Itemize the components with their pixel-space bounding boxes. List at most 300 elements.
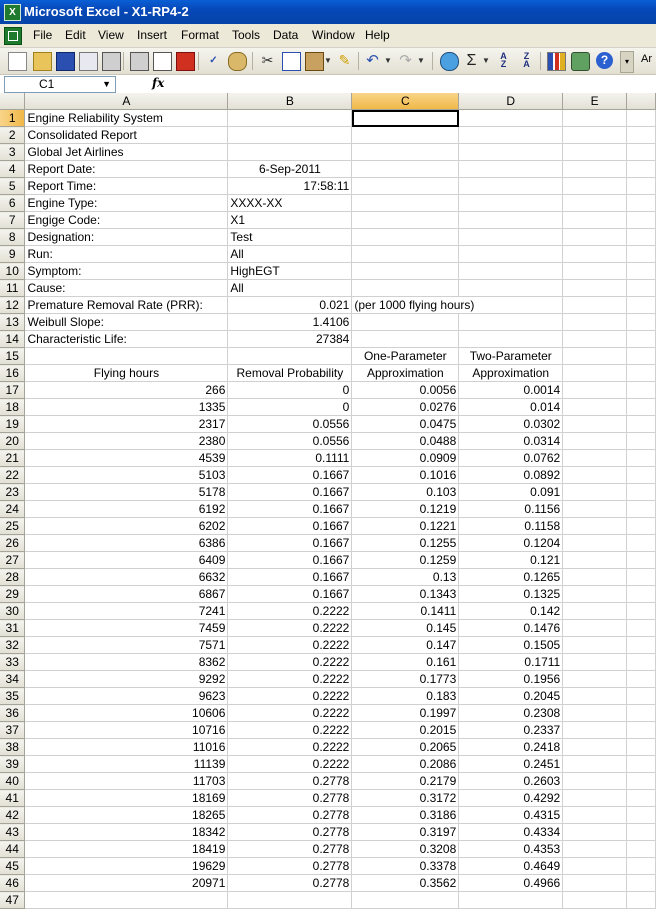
cell[interactable] — [563, 552, 627, 569]
row-header[interactable]: 39 — [0, 756, 25, 773]
data-cell[interactable]: 7241 — [25, 603, 228, 620]
cell[interactable] — [627, 161, 656, 178]
cell[interactable] — [563, 535, 627, 552]
row-header[interactable]: 40 — [0, 773, 25, 790]
cell[interactable] — [563, 569, 627, 586]
data-cell[interactable]: 0.142 — [459, 603, 563, 620]
data-cell[interactable]: 0.3562 — [352, 875, 459, 892]
data-cell[interactable]: 2380 — [25, 433, 228, 450]
data-cell[interactable]: 10716 — [25, 722, 228, 739]
cell[interactable] — [352, 280, 459, 297]
row-header[interactable]: 41 — [0, 790, 25, 807]
data-cell[interactable]: 0.2015 — [352, 722, 459, 739]
cell[interactable] — [563, 858, 627, 875]
data-cell[interactable]: 7571 — [25, 637, 228, 654]
data-cell[interactable]: 0.0314 — [459, 433, 563, 450]
cell[interactable] — [563, 399, 627, 416]
insert-function-icon[interactable]: fx — [152, 76, 165, 90]
cell[interactable] — [563, 229, 627, 246]
data-cell[interactable]: 6202 — [25, 518, 228, 535]
data-cell[interactable]: 9292 — [25, 671, 228, 688]
column-header-c[interactable]: C — [352, 93, 459, 110]
cell-e1[interactable] — [563, 110, 627, 127]
autosum-icon[interactable]: Σ — [466, 52, 477, 69]
cell[interactable] — [627, 688, 656, 705]
data-cell[interactable]: 0.183 — [352, 688, 459, 705]
cell[interactable] — [563, 280, 627, 297]
data-cell[interactable]: 0.0014 — [459, 382, 563, 399]
data-cell[interactable]: 0.014 — [459, 399, 563, 416]
cell-b1[interactable] — [228, 110, 352, 127]
cell[interactable] — [627, 858, 656, 875]
cell[interactable] — [563, 654, 627, 671]
data-cell[interactable]: 0.4315 — [459, 807, 563, 824]
cell[interactable] — [25, 892, 228, 909]
row-header[interactable]: 10 — [0, 263, 25, 280]
cell[interactable] — [627, 518, 656, 535]
row-header[interactable]: 36 — [0, 705, 25, 722]
help-icon[interactable]: ? — [596, 52, 613, 69]
cell[interactable] — [627, 416, 656, 433]
data-cell[interactable]: 0.0762 — [459, 450, 563, 467]
cell-a7[interactable]: Engige Code: — [25, 212, 228, 229]
cell-c15[interactable]: One-Parameter — [352, 348, 459, 365]
cell[interactable] — [459, 229, 563, 246]
data-cell[interactable]: 0.4334 — [459, 824, 563, 841]
data-cell[interactable]: 0.1476 — [459, 620, 563, 637]
cell[interactable] — [563, 433, 627, 450]
cell[interactable] — [563, 824, 627, 841]
data-cell[interactable]: 6867 — [25, 586, 228, 603]
row-header[interactable]: 25 — [0, 518, 25, 535]
cell[interactable] — [563, 501, 627, 518]
row-header[interactable]: 33 — [0, 654, 25, 671]
row-header[interactable]: 28 — [0, 569, 25, 586]
cell[interactable] — [627, 484, 656, 501]
cell[interactable] — [627, 637, 656, 654]
row-header[interactable]: 32 — [0, 637, 25, 654]
data-cell[interactable]: 19629 — [25, 858, 228, 875]
data-cell[interactable]: 0.145 — [352, 620, 459, 637]
data-cell[interactable]: 0.2778 — [228, 790, 352, 807]
cell[interactable] — [563, 365, 627, 382]
cell[interactable] — [627, 263, 656, 280]
cell[interactable] — [627, 127, 656, 144]
data-cell[interactable]: 9623 — [25, 688, 228, 705]
data-cell[interactable]: 0.2222 — [228, 722, 352, 739]
row-header[interactable]: 24 — [0, 501, 25, 518]
data-cell[interactable]: 0.3378 — [352, 858, 459, 875]
data-cell[interactable]: 0.2045 — [459, 688, 563, 705]
data-cell[interactable]: 0.2086 — [352, 756, 459, 773]
data-cell[interactable]: 5103 — [25, 467, 228, 484]
cell[interactable] — [459, 331, 563, 348]
cell[interactable] — [627, 841, 656, 858]
cell[interactable] — [563, 790, 627, 807]
cell[interactable] — [352, 195, 459, 212]
cell[interactable] — [563, 841, 627, 858]
cell[interactable] — [627, 603, 656, 620]
menu-edit[interactable]: Edit — [65, 28, 86, 42]
data-cell[interactable]: 0.2222 — [228, 705, 352, 722]
cell[interactable] — [352, 892, 459, 909]
email-icon[interactable] — [102, 52, 121, 71]
cell[interactable] — [627, 790, 656, 807]
font-name-box[interactable]: Ar — [641, 53, 652, 65]
column-header-f[interactable] — [627, 93, 656, 110]
cell[interactable] — [228, 892, 352, 909]
cell[interactable] — [627, 195, 656, 212]
cell[interactable] — [627, 671, 656, 688]
cell-a10[interactable]: Symptom: — [25, 263, 228, 280]
cell[interactable] — [627, 892, 656, 909]
cell[interactable] — [563, 739, 627, 756]
data-cell[interactable]: 0.2222 — [228, 654, 352, 671]
row-header[interactable]: 45 — [0, 858, 25, 875]
cell[interactable] — [563, 416, 627, 433]
row-header[interactable]: 37 — [0, 722, 25, 739]
data-cell[interactable]: 0.161 — [352, 654, 459, 671]
select-all-corner[interactable] — [0, 93, 25, 110]
data-cell[interactable]: 8362 — [25, 654, 228, 671]
cell[interactable] — [627, 586, 656, 603]
data-cell[interactable]: 0.1773 — [352, 671, 459, 688]
row-header[interactable]: 29 — [0, 586, 25, 603]
data-cell[interactable]: 7459 — [25, 620, 228, 637]
cell-a14[interactable]: Characteristic Life: — [25, 331, 228, 348]
cell-a13[interactable]: Weibull Slope: — [25, 314, 228, 331]
data-cell[interactable]: 0.1204 — [459, 535, 563, 552]
row-header[interactable]: 42 — [0, 807, 25, 824]
data-cell[interactable]: 0.0556 — [228, 416, 352, 433]
undo-dropdown-icon[interactable]: ▼ — [384, 56, 392, 65]
row-header[interactable]: 17 — [0, 382, 25, 399]
data-cell[interactable]: 0.3197 — [352, 824, 459, 841]
cell[interactable] — [563, 637, 627, 654]
data-cell[interactable]: 0.0056 — [352, 382, 459, 399]
data-cell[interactable]: 0.1505 — [459, 637, 563, 654]
cell[interactable] — [627, 467, 656, 484]
cell[interactable] — [627, 620, 656, 637]
cell[interactable] — [459, 127, 563, 144]
data-cell[interactable]: 0.2222 — [228, 637, 352, 654]
row-header[interactable]: 31 — [0, 620, 25, 637]
cell[interactable] — [627, 178, 656, 195]
data-cell[interactable]: 0.2778 — [228, 807, 352, 824]
data-cell[interactable]: 0.2222 — [228, 671, 352, 688]
data-cell[interactable]: 0.2179 — [352, 773, 459, 790]
menu-format[interactable]: Format — [181, 28, 220, 42]
cell-b8[interactable]: Test — [228, 229, 352, 246]
data-cell[interactable]: 2317 — [25, 416, 228, 433]
cell[interactable] — [228, 348, 352, 365]
cell[interactable] — [563, 671, 627, 688]
cell[interactable] — [563, 722, 627, 739]
cell[interactable] — [459, 280, 563, 297]
data-cell[interactable]: 0.4353 — [459, 841, 563, 858]
cell[interactable] — [627, 705, 656, 722]
row-header[interactable]: 38 — [0, 739, 25, 756]
column-header-d[interactable]: D — [459, 93, 563, 110]
cell[interactable] — [627, 144, 656, 161]
data-cell[interactable]: 0.1411 — [352, 603, 459, 620]
data-cell[interactable]: 18342 — [25, 824, 228, 841]
data-cell[interactable]: 0.1265 — [459, 569, 563, 586]
cell[interactable] — [352, 229, 459, 246]
row-header[interactable]: 3 — [0, 144, 25, 161]
cell[interactable] — [627, 654, 656, 671]
data-cell[interactable]: 0.1259 — [352, 552, 459, 569]
data-cell[interactable]: 0.1343 — [352, 586, 459, 603]
row-header[interactable]: 46 — [0, 875, 25, 892]
data-cell[interactable]: 0.3172 — [352, 790, 459, 807]
cell-a9[interactable]: Run: — [25, 246, 228, 263]
cell[interactable] — [459, 892, 563, 909]
cell[interactable] — [627, 450, 656, 467]
data-cell[interactable]: 0.091 — [459, 484, 563, 501]
cell[interactable] — [459, 246, 563, 263]
sort-descending-icon[interactable]: Z A — [523, 51, 530, 69]
row-header[interactable]: 27 — [0, 552, 25, 569]
cell[interactable] — [352, 127, 459, 144]
cell[interactable] — [627, 773, 656, 790]
chevron-down-icon[interactable]: ▼ — [102, 79, 111, 89]
cell[interactable] — [563, 348, 627, 365]
data-cell[interactable]: 18419 — [25, 841, 228, 858]
cell[interactable] — [228, 144, 352, 161]
cell[interactable] — [352, 178, 459, 195]
sort-ascending-icon[interactable]: A Z — [500, 51, 507, 69]
data-cell[interactable]: 20971 — [25, 875, 228, 892]
cell-d16[interactable]: Approximation — [459, 365, 563, 382]
pdf-icon[interactable] — [176, 52, 195, 71]
data-cell[interactable]: 0.1221 — [352, 518, 459, 535]
data-cell[interactable]: 6192 — [25, 501, 228, 518]
name-box[interactable] — [4, 76, 116, 93]
cell[interactable] — [563, 212, 627, 229]
cell[interactable] — [563, 484, 627, 501]
column-header-a[interactable]: A — [25, 93, 228, 110]
cell[interactable] — [627, 297, 656, 314]
data-cell[interactable]: 0.2222 — [228, 739, 352, 756]
data-cell[interactable]: 0.0892 — [459, 467, 563, 484]
cell[interactable] — [627, 552, 656, 569]
cell[interactable] — [563, 756, 627, 773]
row-header[interactable]: 47 — [0, 892, 25, 909]
undo-icon[interactable]: ↶ — [366, 52, 379, 69]
print-preview-icon[interactable] — [153, 52, 172, 71]
cell[interactable] — [563, 688, 627, 705]
cell[interactable] — [627, 824, 656, 841]
copy-icon[interactable] — [282, 52, 301, 71]
cell-a8[interactable]: Designation: — [25, 229, 228, 246]
cell[interactable] — [627, 739, 656, 756]
row-header[interactable]: 22 — [0, 467, 25, 484]
menu-file[interactable]: File — [33, 28, 53, 42]
cell-a1[interactable]: Engine Reliability System — [25, 110, 228, 127]
row-header[interactable]: 12 — [0, 297, 25, 314]
data-cell[interactable]: 0.1325 — [459, 586, 563, 603]
data-cell[interactable]: 0.1667 — [228, 535, 352, 552]
cell[interactable] — [563, 144, 627, 161]
row-header[interactable]: 9 — [0, 246, 25, 263]
save-icon[interactable] — [56, 52, 75, 71]
data-cell[interactable]: 0.1156 — [459, 501, 563, 518]
row-header[interactable]: 7 — [0, 212, 25, 229]
cell[interactable] — [627, 382, 656, 399]
data-cell[interactable]: 6632 — [25, 569, 228, 586]
paste-icon[interactable] — [305, 52, 324, 71]
cell[interactable] — [627, 246, 656, 263]
menu-help[interactable]: Help — [365, 28, 390, 42]
cell[interactable] — [563, 773, 627, 790]
cell-b7[interactable]: X1 — [228, 212, 352, 229]
cell[interactable] — [563, 331, 627, 348]
data-cell[interactable]: 0.2222 — [228, 756, 352, 773]
cell-c16[interactable]: Approximation — [352, 365, 459, 382]
data-cell[interactable]: 0.2451 — [459, 756, 563, 773]
cell[interactable] — [563, 450, 627, 467]
redo-icon[interactable]: ↷ — [399, 52, 412, 69]
cell[interactable] — [459, 161, 563, 178]
row-header[interactable]: 18 — [0, 399, 25, 416]
cell[interactable] — [627, 807, 656, 824]
row-header[interactable]: 43 — [0, 824, 25, 841]
data-cell[interactable]: 0.0276 — [352, 399, 459, 416]
cell-a12[interactable]: Premature Removal Rate (PRR): — [25, 297, 228, 314]
data-cell[interactable]: 0.147 — [352, 637, 459, 654]
cell[interactable] — [627, 365, 656, 382]
data-cell[interactable]: 0.4292 — [459, 790, 563, 807]
cell[interactable] — [563, 263, 627, 280]
redo-dropdown-icon[interactable]: ▼ — [417, 56, 425, 65]
cell[interactable] — [627, 212, 656, 229]
cell[interactable] — [627, 331, 656, 348]
data-cell[interactable]: 1335 — [25, 399, 228, 416]
data-cell[interactable]: 0.1016 — [352, 467, 459, 484]
cell[interactable] — [627, 348, 656, 365]
column-header-b[interactable]: B — [228, 93, 352, 110]
cell[interactable] — [352, 263, 459, 280]
data-cell[interactable]: 0.2222 — [228, 603, 352, 620]
cell[interactable] — [352, 314, 459, 331]
cell[interactable] — [627, 756, 656, 773]
data-cell[interactable]: 0.2778 — [228, 824, 352, 841]
cell[interactable] — [352, 246, 459, 263]
data-cell[interactable]: 0.2418 — [459, 739, 563, 756]
data-cell[interactable]: 0.1711 — [459, 654, 563, 671]
row-header[interactable]: 14 — [0, 331, 25, 348]
data-cell[interactable]: 0.3208 — [352, 841, 459, 858]
research-icon[interactable] — [228, 52, 247, 71]
row-header[interactable]: 44 — [0, 841, 25, 858]
cell[interactable] — [459, 178, 563, 195]
row-header[interactable]: 11 — [0, 280, 25, 297]
cell-b16[interactable]: Removal Probability — [228, 365, 352, 382]
row-header[interactable]: 8 — [0, 229, 25, 246]
cell-a4[interactable]: Report Date: — [25, 161, 228, 178]
cell[interactable] — [627, 280, 656, 297]
data-cell[interactable]: 0.121 — [459, 552, 563, 569]
cell-d15[interactable]: Two-Parameter — [459, 348, 563, 365]
drawing-icon[interactable] — [571, 52, 590, 71]
data-cell[interactable]: 0.1667 — [228, 501, 352, 518]
data-cell[interactable]: 0.4966 — [459, 875, 563, 892]
cell[interactable] — [563, 161, 627, 178]
cell-a2[interactable]: Consolidated Report — [25, 127, 228, 144]
cell-a3[interactable]: Global Jet Airlines — [25, 144, 228, 161]
row-header[interactable]: 23 — [0, 484, 25, 501]
toolbar-options-icon[interactable]: ▾ — [620, 51, 634, 73]
data-cell[interactable]: 0.1667 — [228, 552, 352, 569]
cell-b11[interactable]: All — [228, 280, 352, 297]
cell[interactable] — [563, 382, 627, 399]
column-header-e[interactable]: E — [563, 93, 627, 110]
data-cell[interactable]: 11016 — [25, 739, 228, 756]
data-cell[interactable]: 18169 — [25, 790, 228, 807]
cell[interactable] — [563, 603, 627, 620]
cell-b14[interactable]: 27384 — [228, 331, 352, 348]
row-header[interactable]: 5 — [0, 178, 25, 195]
data-cell[interactable]: 0.1667 — [228, 569, 352, 586]
cell[interactable] — [627, 535, 656, 552]
cell[interactable] — [563, 314, 627, 331]
paste-dropdown-icon[interactable]: ▼ — [324, 56, 332, 65]
cell[interactable] — [627, 433, 656, 450]
cell-b4[interactable]: 6-Sep-2011 — [228, 161, 352, 178]
data-cell[interactable]: 0.0475 — [352, 416, 459, 433]
data-cell[interactable]: 0.2308 — [459, 705, 563, 722]
cell-b10[interactable]: HighEGT — [228, 263, 352, 280]
data-cell[interactable]: 0.4649 — [459, 858, 563, 875]
data-cell[interactable]: 0.1667 — [228, 518, 352, 535]
cell[interactable] — [459, 314, 563, 331]
row-header[interactable]: 26 — [0, 535, 25, 552]
data-cell[interactable]: 5178 — [25, 484, 228, 501]
data-cell[interactable]: 0.1667 — [228, 586, 352, 603]
cell[interactable] — [459, 212, 563, 229]
cell[interactable] — [352, 212, 459, 229]
data-cell[interactable]: 0.1997 — [352, 705, 459, 722]
row-header[interactable]: 16 — [0, 365, 25, 382]
data-cell[interactable]: 0.1255 — [352, 535, 459, 552]
cell[interactable] — [627, 229, 656, 246]
menu-insert[interactable]: Insert — [137, 28, 168, 42]
cell[interactable] — [459, 195, 563, 212]
cell[interactable] — [563, 892, 627, 909]
cell[interactable] — [563, 246, 627, 263]
cell[interactable] — [228, 127, 352, 144]
data-cell[interactable]: 0.2778 — [228, 858, 352, 875]
row-header[interactable]: 15 — [0, 348, 25, 365]
row-header[interactable]: 34 — [0, 671, 25, 688]
workbook-icon[interactable] — [4, 27, 22, 45]
data-cell[interactable]: 0.2337 — [459, 722, 563, 739]
row-header[interactable]: 35 — [0, 688, 25, 705]
print-icon[interactable] — [130, 52, 149, 71]
row-header[interactable]: 21 — [0, 450, 25, 467]
permission-icon[interactable] — [79, 52, 98, 71]
cell-b9[interactable]: All — [228, 246, 352, 263]
spelling-icon[interactable]: ✓ — [209, 55, 218, 66]
data-cell[interactable]: 6409 — [25, 552, 228, 569]
data-cell[interactable]: 0.2778 — [228, 875, 352, 892]
cell[interactable] — [627, 722, 656, 739]
chart-wizard-icon[interactable] — [547, 52, 566, 71]
data-cell[interactable]: 0.1667 — [228, 484, 352, 501]
data-cell[interactable]: 0.3186 — [352, 807, 459, 824]
row-header[interactable]: 1 — [0, 110, 25, 127]
